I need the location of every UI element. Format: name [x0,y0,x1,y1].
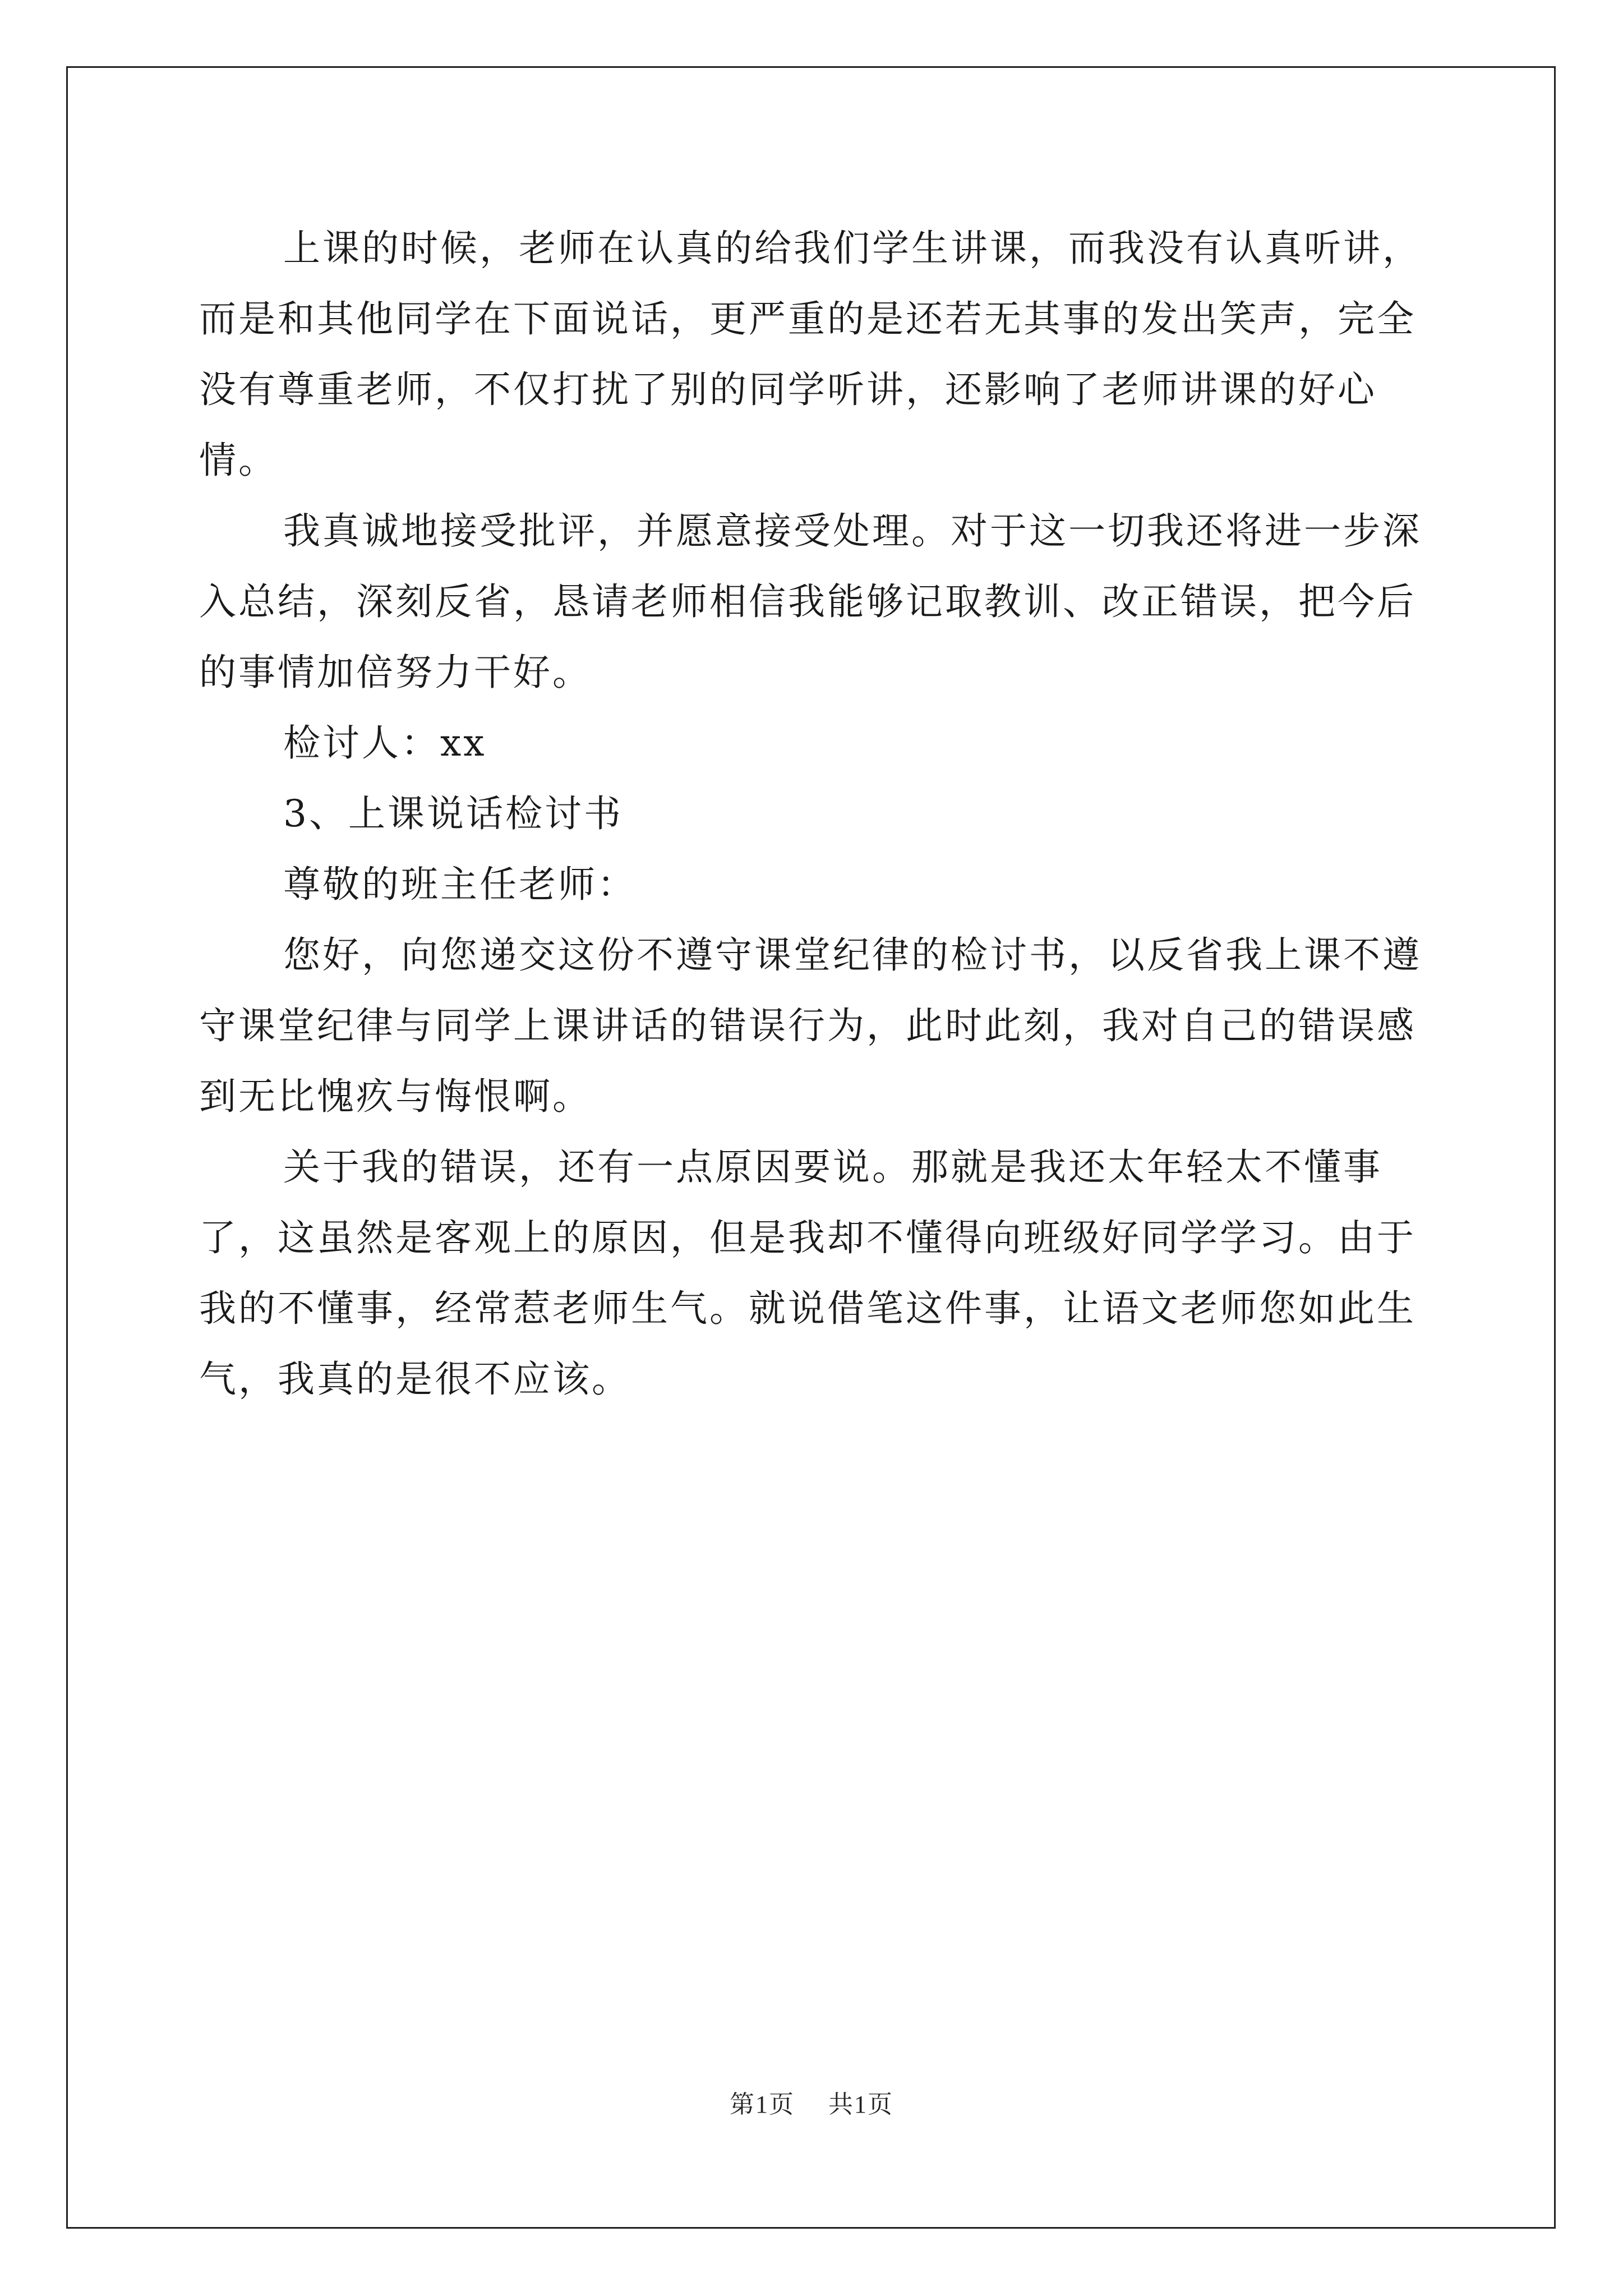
page-footer [0,2084,1623,2120]
signature-line: 检讨人：xx [283,721,487,765]
document-body [199,213,1433,1415]
salutation: 尊敬的班主任老师： [283,863,637,906]
paragraph-reason: 关于我的错误，还有一点原因要说。那就是我还太年轻太不懂事了，这虽然是客观上的原因，但是我却不懂得向班级好同学学习。由于我的不懂事，经常惹老师生气。就说借笔这件事，让语文老师您如此生气，我真的是很不应该。 [199,1145,1416,1401]
page-total: 共1页 [828,2091,893,2118]
paragraph-greeting: 您好，向您递交这份不遵守课堂纪律的检讨书，以反省我上课不遵守课堂纪律与同学上课讲话的错误行为，此时此刻，我对自己的错误感到无比愧疚与悔恨啊。 [199,933,1422,1118]
section-heading: 3、上课说话检讨书 [283,792,623,835]
page-number: 第1页 [730,2091,795,2118]
paragraph-apology-context: 上课的时候，老师在认真的给我们学生讲课，而我没有认真听讲，而是和其他同学在下面说话，更严重的是还若无其事的发出笑声，完全没有尊重老师，不仅打扰了别的同学听讲，还影响了老师讲课的好心情。 [199,227,1422,482]
paragraph-acceptance: 我真诚地接受批评，并愿意接受处理。对于这一切我还将进一步深入总结，深刻反省，恳请老师相信我能够记取教训、改正错误，把今后的事情加倍努力干好。 [199,509,1422,694]
